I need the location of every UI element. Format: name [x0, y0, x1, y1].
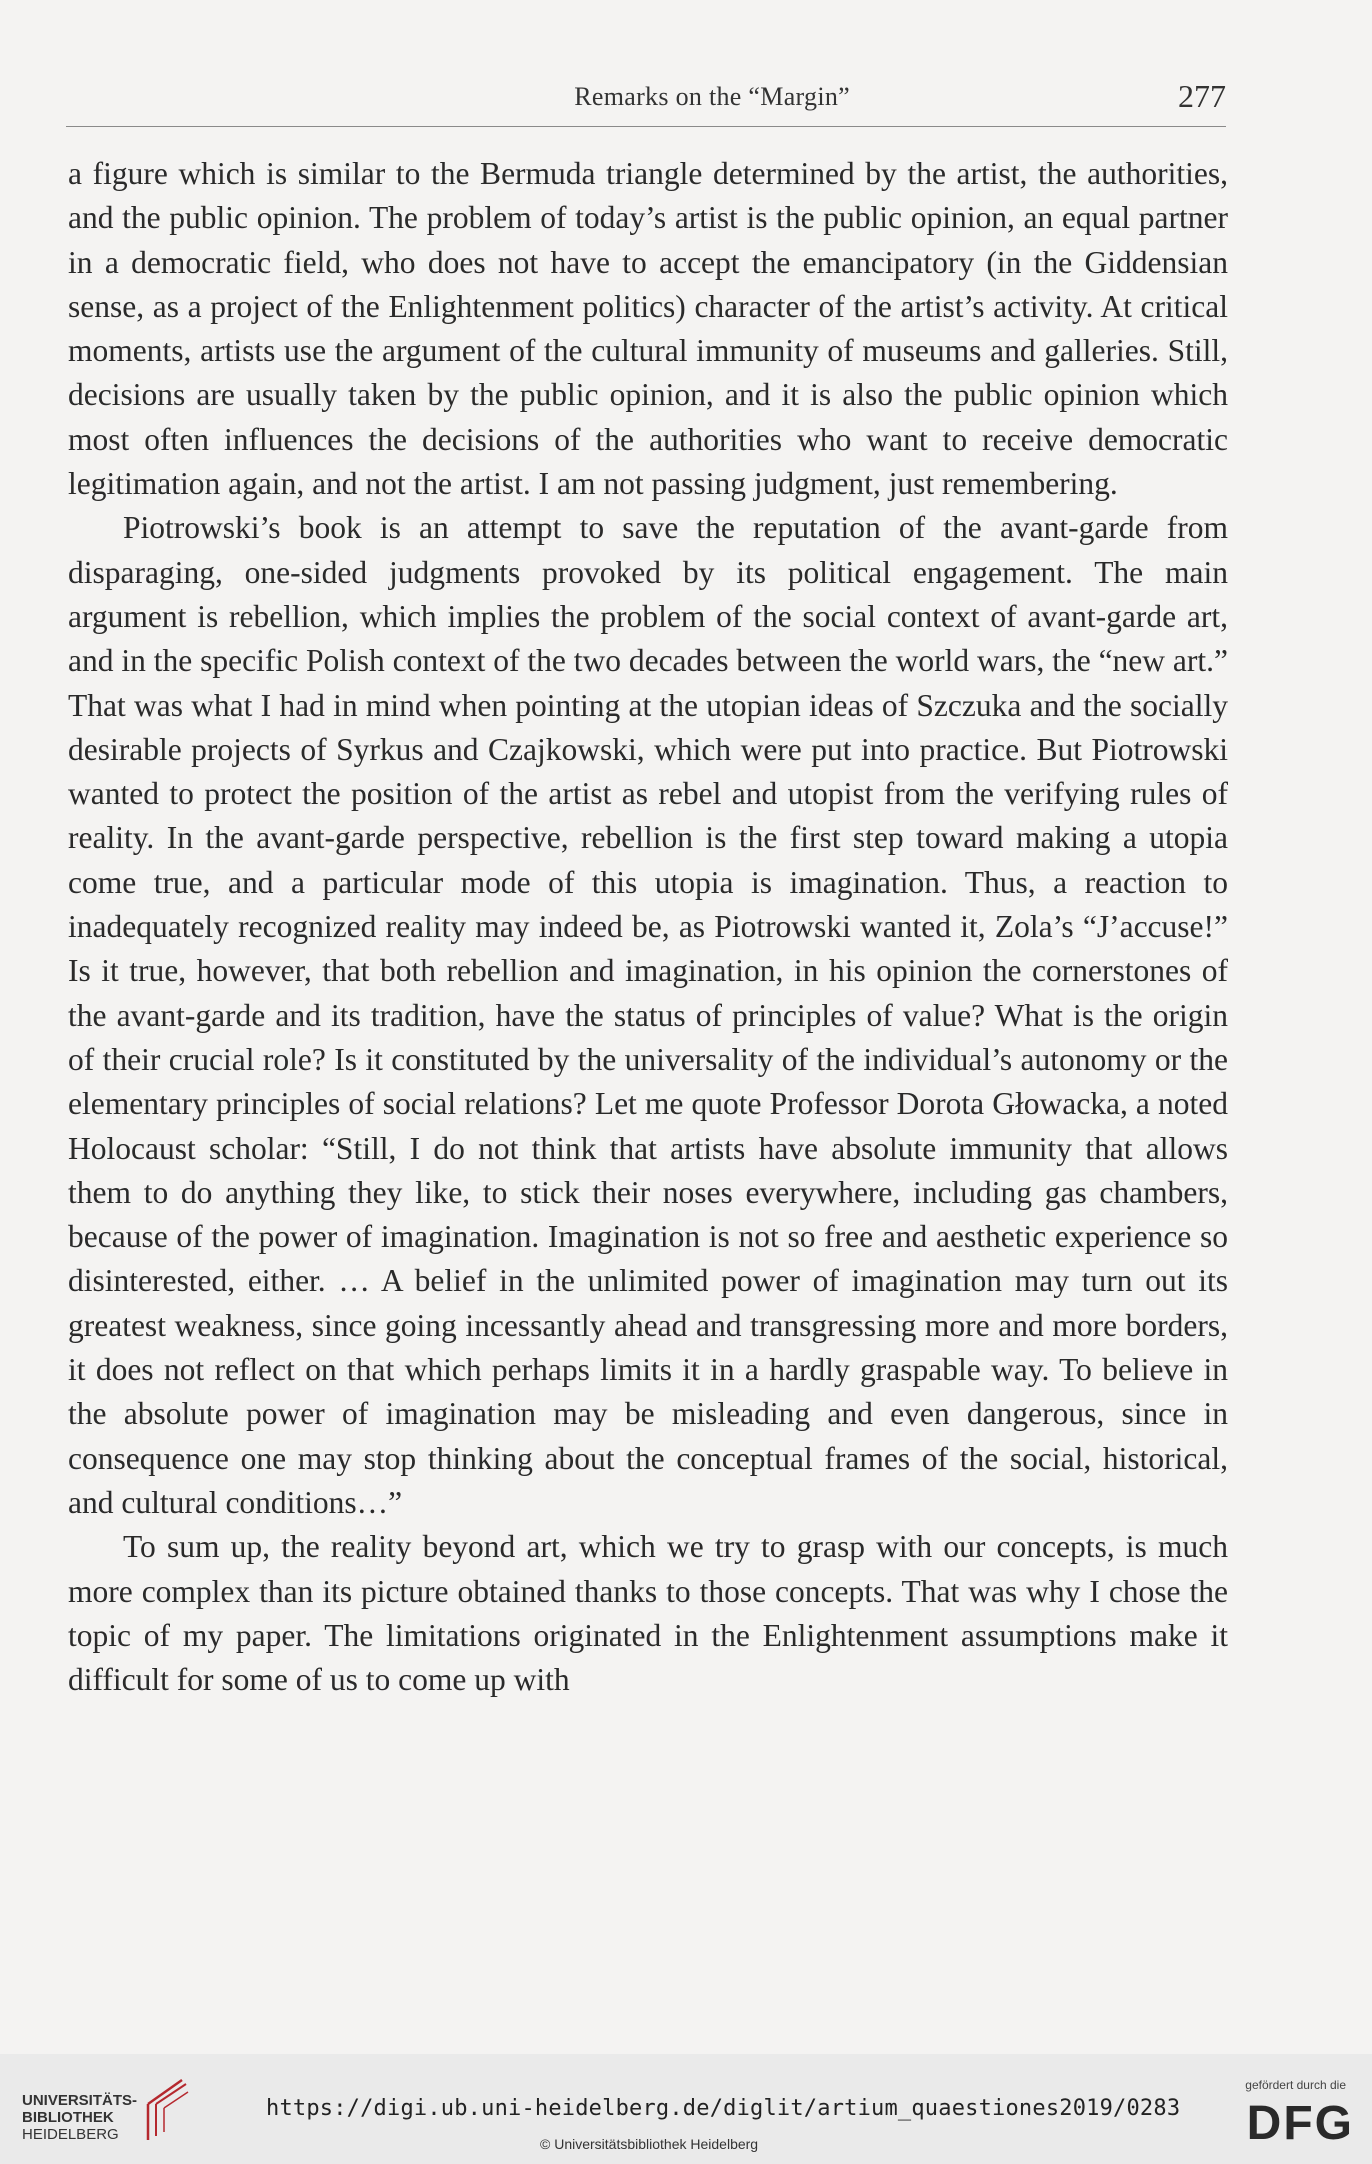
paragraph: Piotrowski’s book is an attempt to save the reputation of the avant-garde from disparaging, one-sided judgments provoked by its political engagement. The main argument is rebellion, which implies the problem of the social context of avant-garde art, and in the specific Polish context of the two decades between the world wars, the “new art.” That was what I had in mind when pointing at the utopian ideas of Szczuka and the socially desirable projects of Syrkus and Czajkowski, which were put into practice. But Piotrowski wanted to protect the position of the artist as rebel and utopist from the verifying rules of reality. In the avant-garde perspective, rebellion is the first step toward making a utopia come true, and a particular mode of this utopia is imagination. Thus, a reaction to inadequately recognized reality may indeed be, as Piotrowski wanted it, Zola’s “J’accuse!” Is it true, however, that both rebellion and imagination, in his opinion the cornerstones of the avant-garde and its tradition, have the status of principles of value? What is the origin of their crucial role? Is it constituted by the universality of the individual’s autonomy or the elementary principles of social relations? Let me quote Professor Dorota Głowacka, a noted Holocaust scholar: “Still, I do not think that artists have absolute immunity that allows them to do anything they like, to stick their noses everywhere, including gas chambers, because of the power of imagination. Imagination is not so free and aesthetic experience so disinterested, either. … A belief in the unlimited power of imagination may turn out its greatest weakness, since going incessantly ahead and transgressing more and more borders, it does not reflect on that which perhaps limits it in a hardly graspable way. To believe in the absolute power of imagination may be misleading and even dangerous, since in consequence one may stop thinking about the conceptual frames of the social, historical, and cultural conditions…” — [68, 510, 1228, 1520]
library-name-line: BIBLIOTHEK — [22, 2109, 114, 2126]
page-number: 277 — [1178, 78, 1226, 114]
source-url-link[interactable]: https://digi.ub.uni-heidelberg.de/diglit/artium_quaestiones2019/0283 — [266, 2096, 1181, 2121]
digitization-footer — [0, 2054, 1372, 2164]
page-header — [66, 78, 1226, 127]
library-name-line: HEIDELBERG — [22, 2126, 119, 2143]
paragraph: a figure which is similar to the Bermuda triangle determined by the artist, the authorities, and the public opinion. The problem of today’s artist is the public opinion, an equal partner in a democratic field, who does not have to accept the emancipatory (in the Giddensian sense, as a project of the Enlightenment politics) character of the artist’s activity. At critical moments, artists use the argument of the cultural immunity of museums and galleries. Still, decisions are usually taken by the public opinion, and it is also the public opinion which most often influences the decisions of the authorities who want to receive democratic legitimation again, and not the artist. I am not passing judgment, just remembering. — [68, 156, 1228, 502]
running-head: Remarks on the “Margin” — [574, 82, 850, 111]
funded-by-label: gefördert durch die — [1245, 2078, 1346, 2092]
body-text — [68, 152, 1228, 1702]
library-name — [22, 2092, 137, 2143]
copyright-notice: © Universitätsbibliothek Heidelberg — [540, 2136, 759, 2152]
library-logo-icon — [142, 2074, 192, 2144]
dfg-logo: DFG — [1246, 2097, 1354, 2150]
paragraph: To sum up, the reality beyond art, which we try to grasp with our concepts, is much more complex than its picture obtained thanks to those concepts. That was why I chose the topic of my paper. The limitations originated in the Enlightenment assumptions make it difficult for some of us to come up with — [68, 1529, 1228, 1698]
library-name-line: UNIVERSITÄTS- — [22, 2092, 138, 2109]
